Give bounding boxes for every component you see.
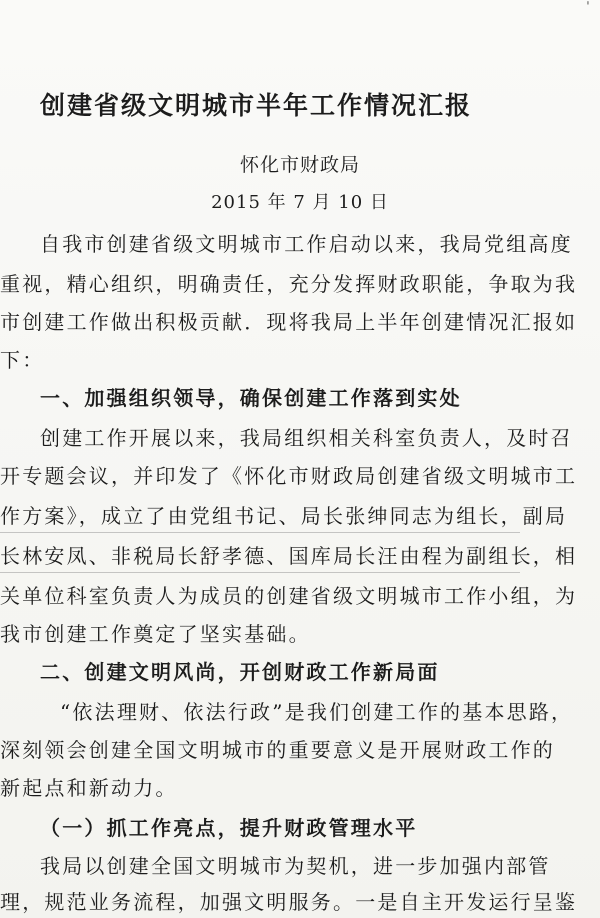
paragraph-line: 重视，精心组织，明确责任，充分发挥财政职能，争取为我: [0, 272, 578, 296]
document-author: 怀化市财政局: [239, 154, 360, 176]
section-heading: 一、加强组织领导，确保创建工作落到实处: [40, 386, 462, 410]
document-title: 创建省级文明城市半年工作情况汇报: [40, 91, 473, 120]
document-date: 2015 年 7 月 10 日: [211, 192, 389, 213]
scan-mark: ˈ: [586, 0, 590, 16]
paragraph-line: 下：: [0, 348, 45, 372]
paragraph-line: 作方案》，成立了由党组书记、局长张绅同志为组长，副局: [0, 504, 568, 528]
paragraph-line: 自我市创建省级文明城市工作启动以来，我局党组高度: [40, 232, 573, 256]
paragraph-line: 长林安凤、非税局长舒孝德、国库局长汪由程为副组长，相: [0, 544, 578, 568]
paragraph-line: 理，规范业务流程，加强文明服务。一是自主开发运行呈鉴: [0, 890, 578, 914]
section-heading: 二、创建文明风尚，开创财政工作新局面: [40, 660, 440, 684]
paragraph-line: “依法理财、依法行政”是我们创建工作的基本思路，: [60, 700, 574, 724]
paragraph-line: 我市创建工作奠定了坚实基础。: [0, 622, 311, 646]
subsection-heading: （一）抓工作亮点，提升财政管理水平: [40, 816, 418, 840]
paragraph-line: 新起点和新动力。: [0, 776, 178, 800]
paragraph-line: 我局以创建全国文明城市为契机，进一步加强内部管: [40, 854, 551, 878]
paragraph-line: 关单位科室负责人为成员的创建省级文明城市工作小组，为: [0, 584, 578, 608]
paragraph-line: 创建工作开展以来，我局组织相关科室负责人，及时召: [40, 426, 573, 450]
underline-mark: [0, 532, 520, 533]
paragraph-line: 市创建工作做出积极贡献．现将我局上半年创建情况汇报如: [0, 310, 578, 334]
paragraph-line: 深刻领会创建全国文明城市的重要意义是开展财政工作的: [0, 738, 555, 762]
underline-mark: [0, 572, 520, 573]
paragraph-line: 开专题会议，并印发了《怀化市财政局创建省级文明城市工: [0, 464, 578, 488]
